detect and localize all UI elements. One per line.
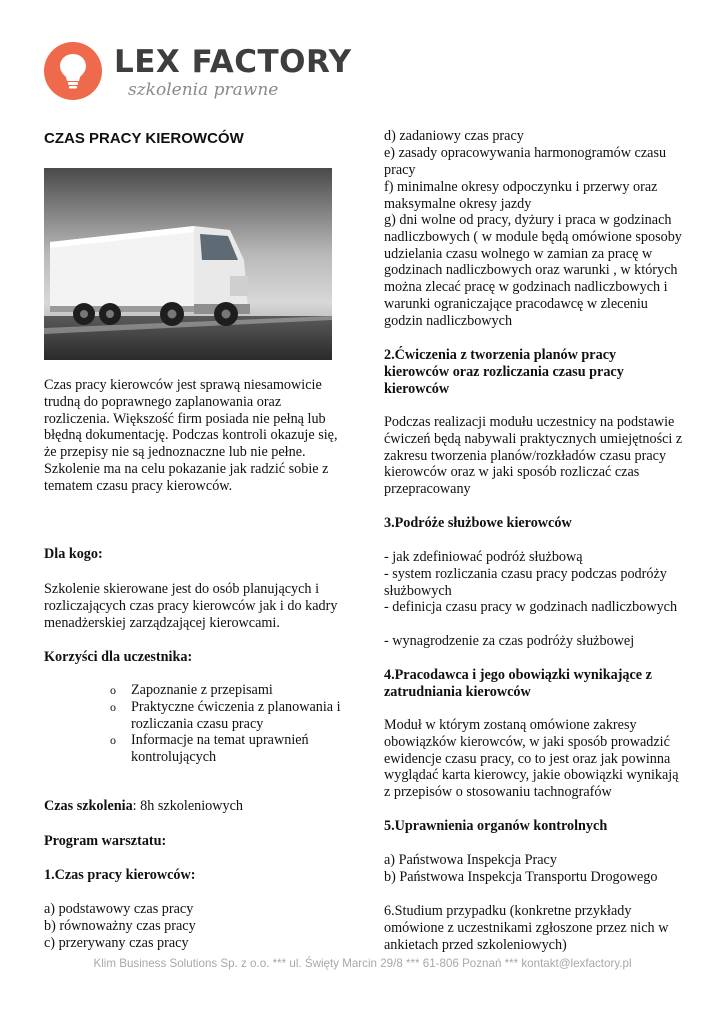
section5-heading: 5.Uprawnienia organów kontrolnych: [384, 818, 608, 834]
section1-heading: 1.Czas pracy kierowców:: [44, 867, 196, 883]
bullet-icon: o: [110, 733, 116, 748]
for-whom-text: Szkolenie skierowane jest do osób planujących i rozliczających czas pracy kierowców jak i do kadry menadżerskiej zarządzającej kierowcami.: [44, 581, 338, 631]
truck-photo: [44, 168, 332, 360]
section2-heading: 2.Ćwiczenia z tworzenia planów pracy kierowców oraz rozliczania czasu pracy kierowców: [384, 347, 624, 397]
brand-tagline: szkolenia prawne: [128, 80, 279, 100]
benefits-heading: Korzyści dla uczestnika:: [44, 649, 193, 665]
list-item: o Informacje na temat uprawnień kontrolujących: [110, 732, 309, 766]
for-whom-heading: Dla kogo:: [44, 546, 103, 562]
brand-name: LEX FACTORY: [114, 44, 352, 80]
section4-heading: 4.Pracodawca i jego obowiązki wynikające z zatrudniania kierowców: [384, 667, 652, 700]
section1-item-g: g) dni wolne od pracy, dyżury i praca w godzinach nadliczbowych ( w module będą omówione sposoby udzielania czasu wolnego w zamian za pracę w godzinach nadliczbowych oraz warunki , w których można zlecać pracę w godzinach nadliczbowych i warunki ograniczające pracodawcę w zleceniu godzin nadliczbowych: [384, 212, 682, 329]
benefits-list: [110, 682, 350, 766]
duration-value: : 8h szkoleniowych: [132, 798, 243, 814]
lightbulb-icon: [57, 52, 89, 90]
bullet-icon: o: [110, 683, 116, 697]
section1-item-f: f) minimalne okresy odpoczynku i przerwy oraz maksymalne okresy jazdy: [384, 179, 658, 212]
section5-item: b) Państwowa Inspekcja Transportu Drogowego: [384, 869, 658, 885]
list-item: o Zapoznanie z przepisami: [110, 682, 273, 698]
bullet-icon: o: [110, 699, 116, 714]
duration: [44, 798, 344, 815]
section1-item-e: e) zasady opracowywania harmonogramów czasu pracy: [384, 145, 667, 178]
truck-illustration: [44, 168, 332, 360]
section1-item-d: d) zadaniowy czas pracy: [384, 128, 524, 144]
section3-item: - definicja czasu pracy w godzinach nadliczbowych: [384, 599, 678, 615]
section3-heading: 3.Podróże służbowe kierowców: [384, 515, 572, 531]
section3-item: - jak zdefiniować podróż służbową: [384, 549, 583, 565]
document-title: CZAS PRACY KIEROWCÓW: [44, 130, 244, 147]
section6-text: 6.Studium przypadku (konkretne przykłady omówione z uczestnikami zgłoszone przez nich w ankietach przed szkoleniowych): [384, 903, 669, 953]
program-heading: Program warsztatu:: [44, 833, 167, 849]
duration-label: Czas szkolenia: [44, 798, 133, 814]
section3-item: - wynagrodzenie za czas podróży służbowej: [384, 633, 635, 649]
list-item: o Praktyczne ćwiczenia z planowania i rozliczania czasu pracy: [110, 698, 341, 732]
logo: [44, 42, 102, 100]
section4-text: Moduł w którym zostaną omówione zakresy obowiązków kierowców, w jaki sposób prowadzić ewidencje czasu pracy, co to jest oraz jak powinna wyglądać karta kierowcy, jakie obowiązki wynikają z przepisów o stosowaniu tachnografów: [384, 717, 679, 801]
footer: Klim Business Solutions Sp. z o.o. *** ul. Święty Marcin 29/8 *** 61-806 Poznań *** kontakt@lexfactory.pl: [93, 957, 632, 970]
section1-item-b: b) równoważny czas pracy: [44, 918, 196, 934]
intro-paragraph: Czas pracy kierowców jest sprawą niesamowicie trudną do poprawnego zaplanowania oraz rozliczenia. Większość firm posiada nie pełną lub błędną dokumentację. Podczas kontroli okazuje się, że przepisy nie są jednoznaczne lub nie pełne. Szkolenie ma na celu pokazanie jak radzić sobie z tematem czasu pracy kierowców.: [44, 377, 338, 494]
section2-text: Podczas realizacji modułu uczestnicy na podstawie ćwiczeń będą nabywali praktycznych umiejętności z zakresu tworzenia planów/rozkładów czasu pracy kierowców oraz w jaki sposób rozliczać czas przepracowany: [384, 414, 683, 498]
section1-item-c: c) przerywany czas pracy: [44, 935, 189, 951]
section5-item: a) Państwowa Inspekcja Pracy: [384, 852, 557, 868]
section3-item: - system rozliczania czasu pracy podczas podróży służbowych: [384, 566, 667, 599]
section1-item-a: a) podstawowy czas pracy: [44, 901, 194, 917]
